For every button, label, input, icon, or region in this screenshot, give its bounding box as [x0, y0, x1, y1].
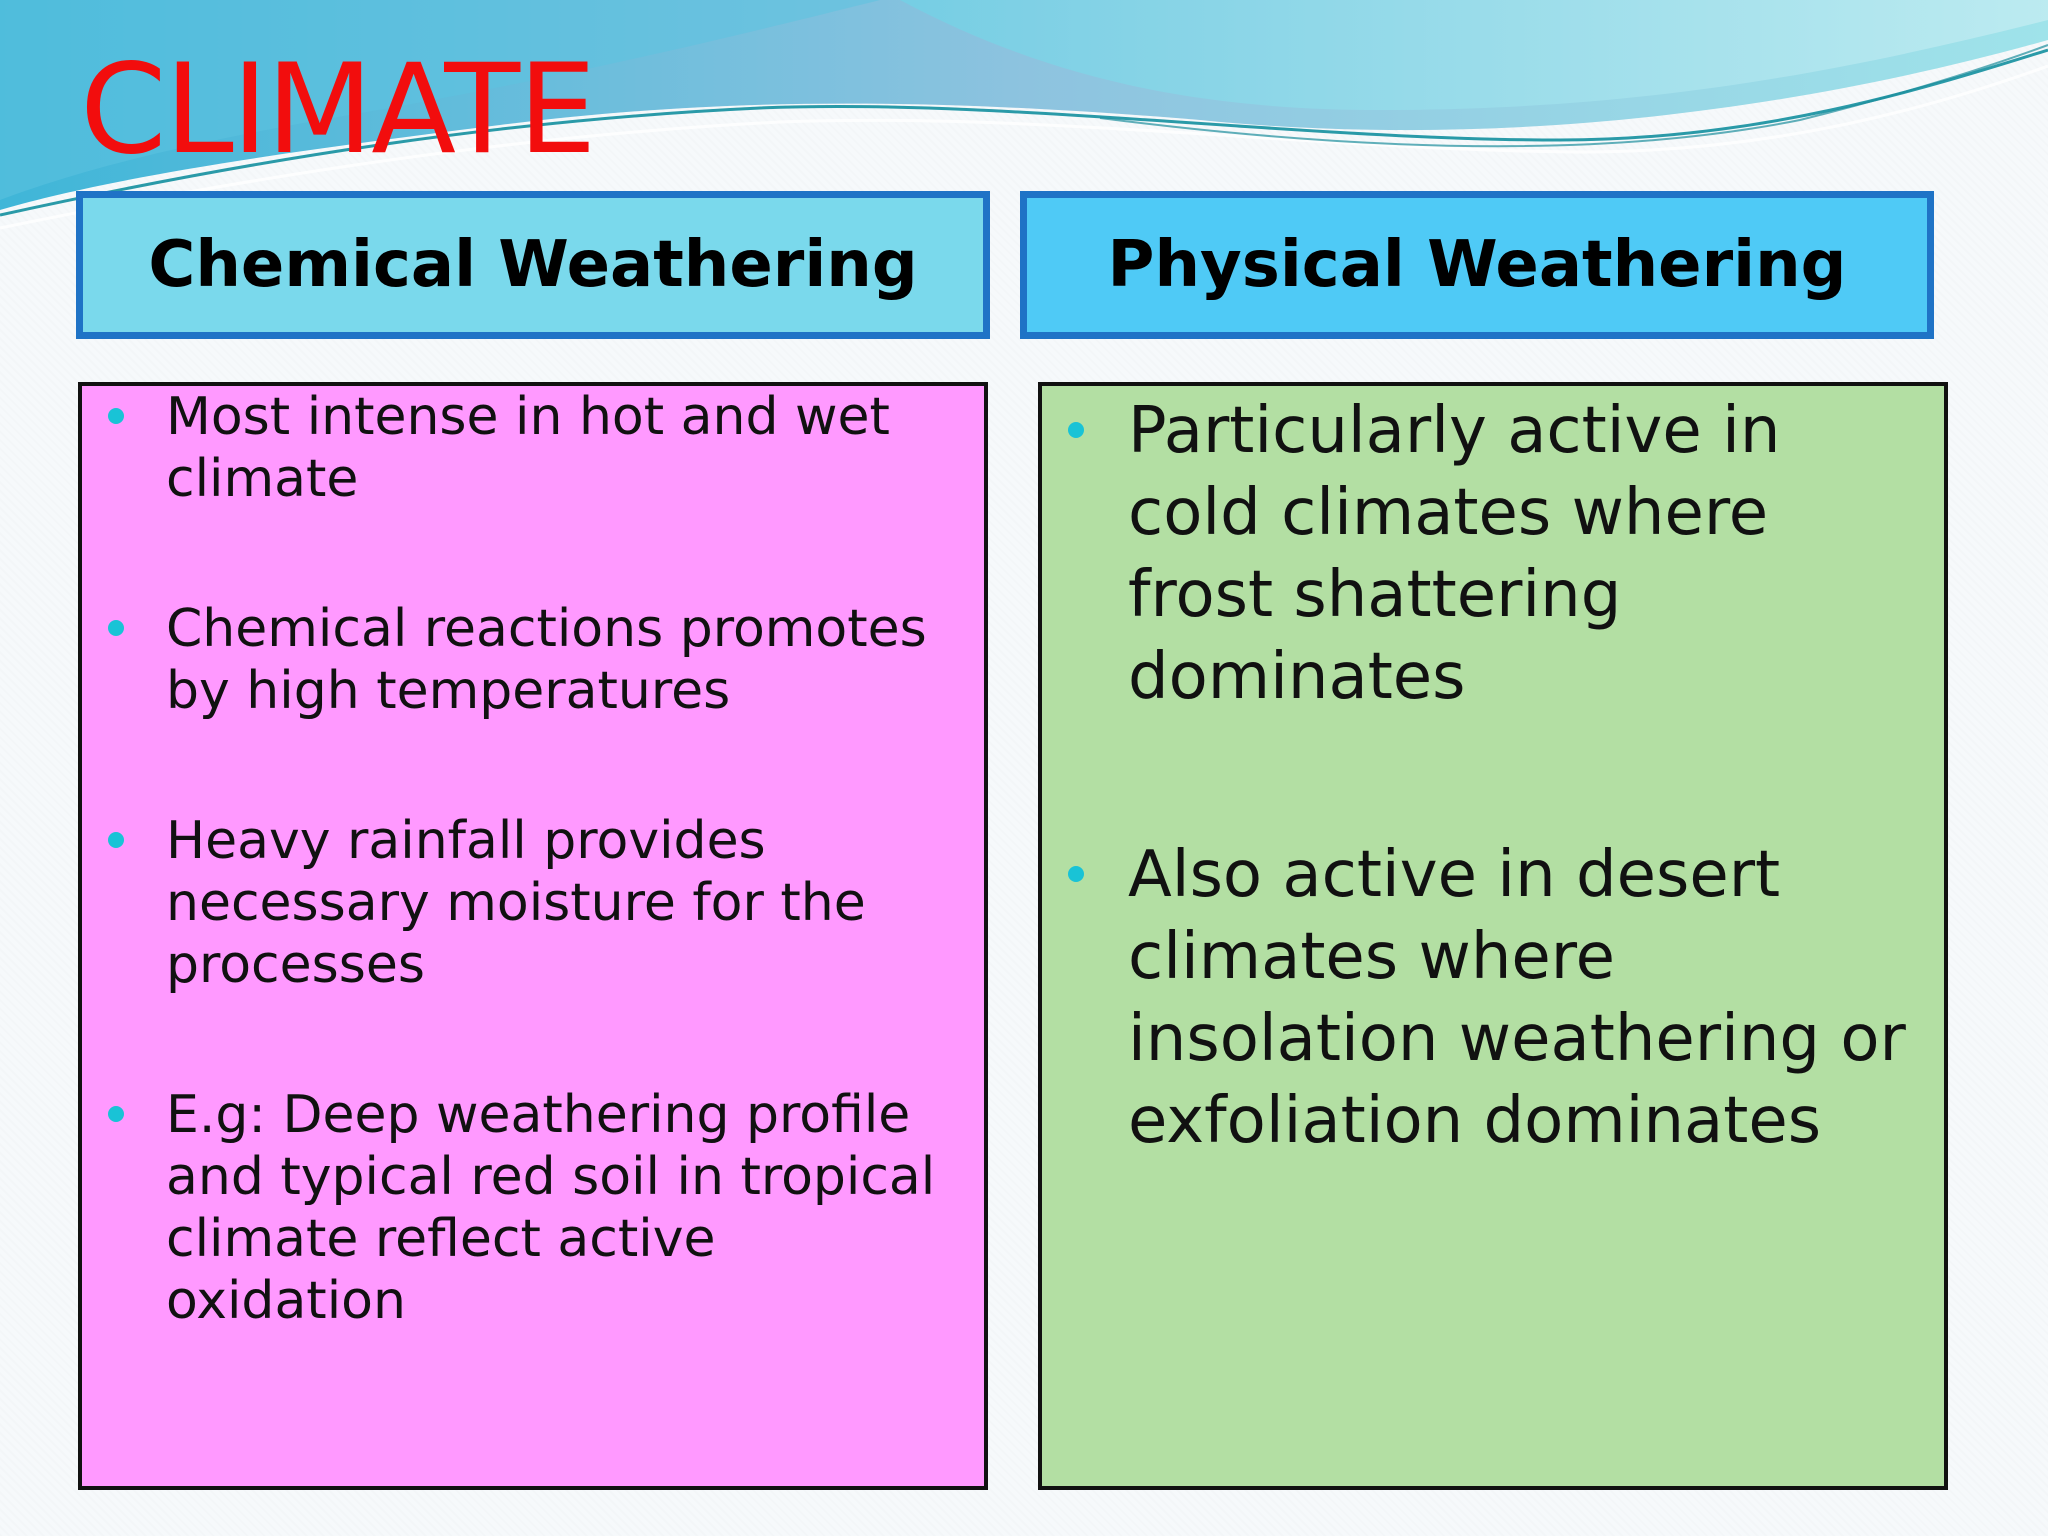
chemical-bullet-text: E.g: Deep weathering profile and typical red soil in tropical climate reflect active oxidation: [166, 1085, 936, 1331]
slide-title: CLIMATE: [80, 38, 595, 182]
bullet-dot-icon: [108, 832, 124, 848]
physical-bullet-text: Particularly active in cold climates where frost shattering dominates: [1128, 394, 1781, 714]
bullet-dot-icon: [108, 620, 124, 636]
chemical-bullet-item: [166, 386, 954, 510]
physical-bullet-item: [1128, 390, 1924, 718]
physical-weathering-header: [1020, 191, 1934, 339]
chemical-weathering-header: [76, 191, 990, 339]
chemical-weathering-panel: [78, 382, 988, 1490]
bullet-dot-icon: [1068, 422, 1084, 438]
chemical-bullet-text: Most intense in hot and wet climate: [166, 387, 890, 509]
chemical-bullet-item: [166, 598, 954, 722]
physical-bullet-item: [1128, 834, 1924, 1162]
chemical-bullet-text: Heavy rainfall provides necessary moisture for the processes: [166, 811, 866, 995]
chemical-bullet-text: Chemical reactions promotes by high temperatures: [166, 599, 927, 721]
physical-bullet-list: [1042, 390, 1944, 1162]
chemical-weathering-heading: Chemical Weathering: [148, 228, 918, 302]
chemical-bullet-item: [166, 810, 954, 996]
physical-weathering-heading: Physical Weathering: [1107, 228, 1847, 302]
chemical-bullet-item: [166, 1084, 954, 1332]
bullet-dot-icon: [1068, 866, 1084, 882]
physical-bullet-text: Also active in desert climates where insolation weathering or exfoliation dominates: [1128, 838, 1906, 1158]
bullet-dot-icon: [108, 408, 124, 424]
physical-weathering-panel: [1038, 382, 1948, 1490]
chemical-bullet-list: [82, 386, 984, 1332]
bullet-dot-icon: [108, 1106, 124, 1122]
